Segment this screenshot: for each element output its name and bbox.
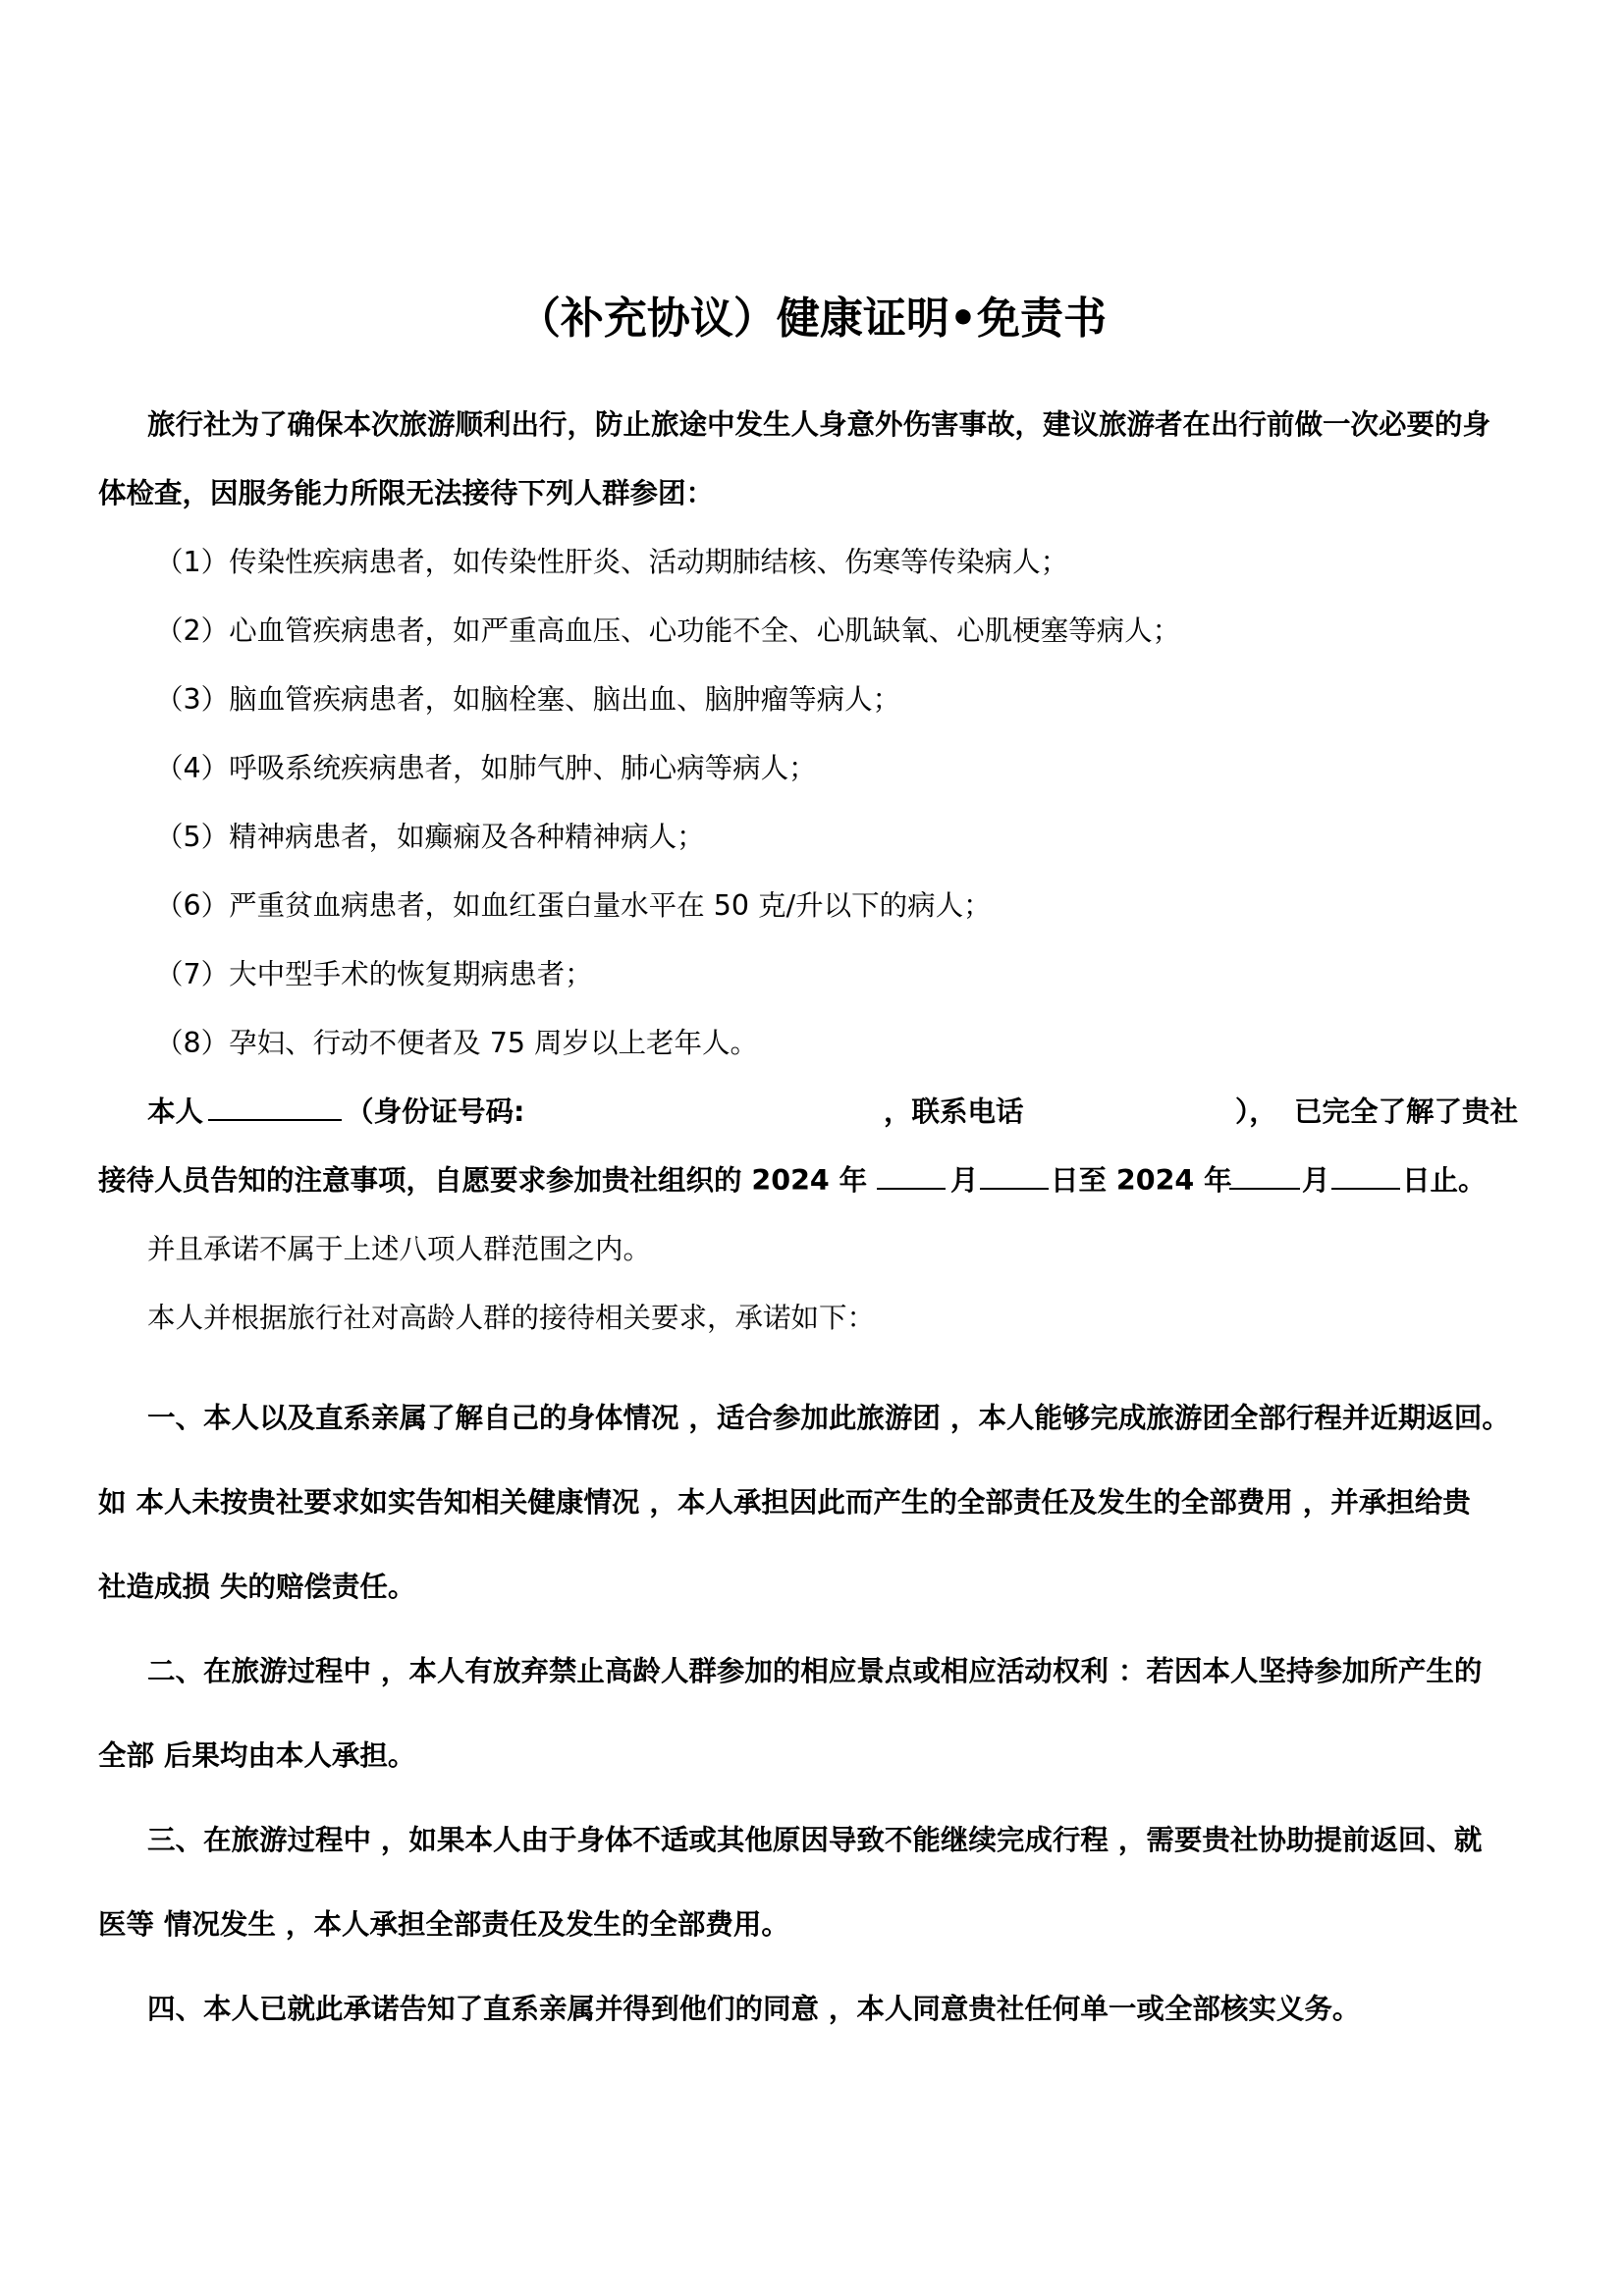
list-item-7: （7）大中型手术的恢复期病患者； (155, 958, 593, 990)
list-item-5: （5）精神病患者，如癫痫及各种精神病人； (155, 821, 705, 853)
list-item-3: （3）脑血管疾病患者，如脑栓塞、脑出血、脑肿瘤等病人； (155, 683, 901, 716)
list-item-2: （2）心血管疾病患者，如严重高血压、心功能不全、心肌缺氧、心肌梗塞等病人； (155, 614, 1181, 647)
list-item-1: （1）传染性疾病患者，如传染性肝炎、活动期肺结核、伤寒等传染病人； (155, 546, 1069, 578)
close-paren: ）， (1235, 1095, 1277, 1128)
clause-2-line-2: 全部 后果均由本人承担。 (98, 1739, 416, 1772)
start-month-label: 月 (950, 1164, 979, 1197)
clause-1-line-1: 一、本人以及直系亲属了解自己的身体情况 ，适合参加此旅游团 ，本人能够完成旅游团全部行程并近期返回。 (147, 1402, 1510, 1434)
start-day-blank[interactable] (980, 1162, 1049, 1194)
start-month-blank[interactable] (877, 1162, 946, 1194)
intro-line-2: 体检查，因服务能力所限无法接待下列人群参团： (98, 477, 715, 509)
end-month-blank[interactable] (1229, 1162, 1300, 1194)
end-month-label: 月 (1302, 1164, 1330, 1197)
day-to-label: 日至 2024 年 (1051, 1164, 1232, 1197)
day-end-label: 日止。 (1402, 1164, 1487, 1197)
clause-3-line-1: 三、在旅游过程中 ，如果本人由于身体不适或其他原因导致不能继续完成行程 ，需要贵社协助提前返回、就 (147, 1824, 1483, 1856)
end-day-blank[interactable] (1331, 1162, 1400, 1194)
clause-3-line-2: 医等 情况发生 ，本人承担全部责任及发生的全部费用。 (98, 1908, 789, 1941)
clause-1-line-3: 社造成损 失的赔偿责任。 (98, 1571, 416, 1603)
document-title: （补充协议）健康证明•免责书 (516, 294, 1108, 344)
clause-4-line-1: 四、本人已就此承诺告知了直系亲属并得到他们的同意 ，本人同意贵社任何单一或全部核实义务。 (147, 1993, 1361, 2025)
commit-intro: 本人并根据旅行社对高龄人群的接待相关要求，承诺如下： (147, 1302, 876, 1334)
clause-1-line-2: 如 本人未按贵社要求如实告知相关健康情况 ，本人承担因此而产生的全部责任及发生的全部费用 ，并承担给贵 (98, 1486, 1471, 1519)
list-item-8: （8）孕妇、行动不便者及 75 周岁以上老年人。 (155, 1027, 759, 1059)
declaration-self-label: 本人 (147, 1095, 204, 1128)
phone-label: ，联系电话 (884, 1095, 1024, 1128)
declaration-line-2: 接待人员告知的注意事项，自愿要求参加贵社组织的 2024 年 (98, 1164, 868, 1197)
id-number-label: （身份证号码: (346, 1095, 525, 1128)
list-item-4: （4）呼吸系统疾病患者，如肺气肿、肺心病等病人； (155, 752, 817, 784)
pledge-line: 并且承诺不属于上述八项人群范围之内。 (147, 1233, 652, 1265)
clause-2-line-1: 二、在旅游过程中 ，本人有放弃禁止高龄人群参加的相应景点或相应活动权利 ：若因本人坚持参加所产生的 (147, 1655, 1483, 1687)
list-item-6: （6）严重贫血病患者，如血红蛋白量水平在 50 克/升以下的病人； (155, 889, 992, 922)
name-blank[interactable] (208, 1094, 342, 1125)
understood-text: 已完全了解了贵社 (1294, 1095, 1519, 1128)
intro-line-1: 旅行社为了确保本次旅游顺利出行，防止旅途中发生人身意外伤害事故，建议旅游者在出行前做一次必要的身 (147, 408, 1491, 441)
